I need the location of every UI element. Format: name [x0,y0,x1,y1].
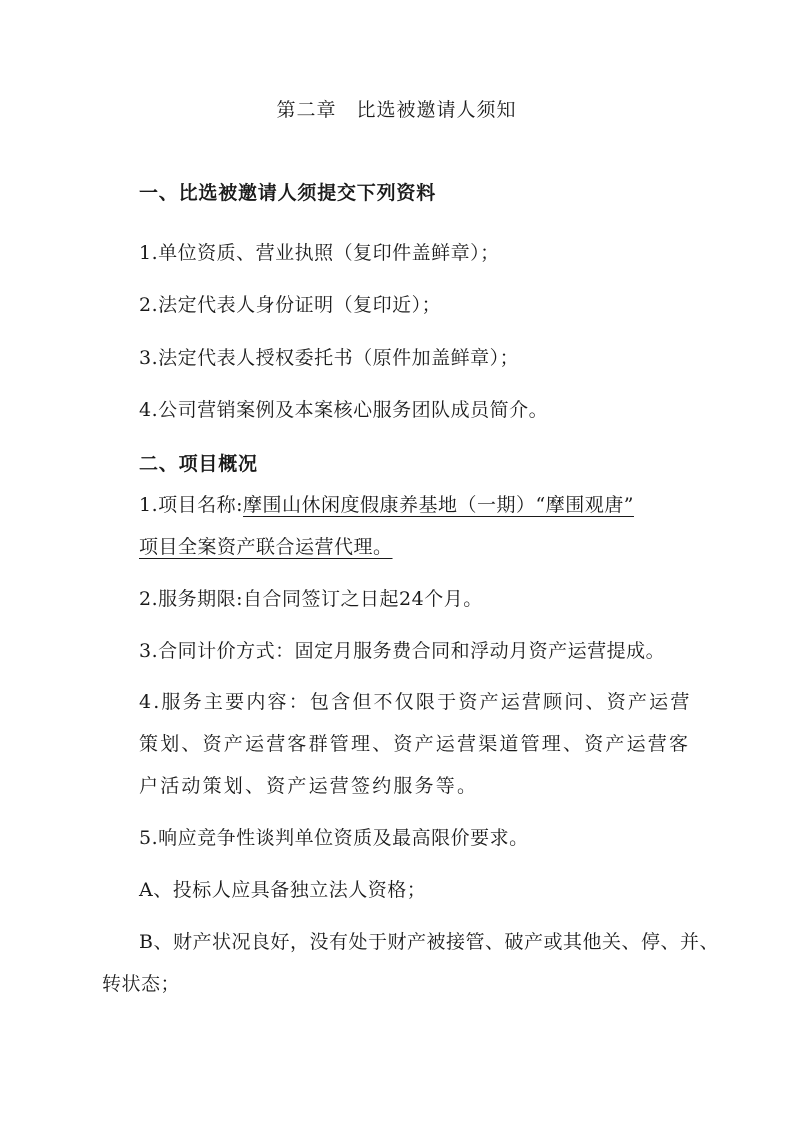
service-content-line-2: 策划、资产运营客群管理、资产运营渠道管理、资产运营客 [139,733,691,755]
section2-heading: 二、项目概况 [139,453,258,475]
requirements-heading: 5.响应竞争性谈判单位资质及最高限价要求。 [139,827,529,849]
section1-heading: 一、比选被邀请人须提交下列资料 [139,182,437,204]
requirement-b-line-2: 转状态； [102,973,181,995]
section1-item-4: 4.公司营销案例及本案核心服务团队成员简介。 [139,399,549,421]
requirement-b-line-1: B、财产状况良好，没有处于财产被接管、破产或其他关、停、并、 [139,931,719,953]
project-name-value: 摩围山休闲度假康养基地（一期）“摩围观唐” [243,494,634,516]
section1-item-3: 3.法定代表人授权委托书（原件加盖鲜章）； [139,347,520,369]
service-content-line-1: 4.服务主要内容：包含但不仅限于资产运营顾问、资产运营 [139,691,692,713]
chapter-title: 第二章 比选被邀请人须知 [276,99,517,121]
requirement-a: A、投标人应具备独立法人资格； [139,879,427,901]
service-term: 2.服务期限:自合同签订之日起24个月。 [139,588,483,610]
project-name-line-1 [139,496,634,515]
service-content-line-3: 户活动策划、资产运营签约服务等。 [139,775,479,797]
project-name-line-2: 项目全案资产联合运营代理。 [139,536,393,558]
section1-item-2: 2.法定代表人身份证明（复印近）； [139,294,442,316]
section1-item-1: 1.单位资质、营业执照（复印件盖鲜章）； [139,242,500,264]
project-name-label: 1.项目名称: [139,494,244,516]
contract-pricing: 3.合同计价方式：固定月服务费合同和浮动月资产运营提成。 [139,640,666,662]
